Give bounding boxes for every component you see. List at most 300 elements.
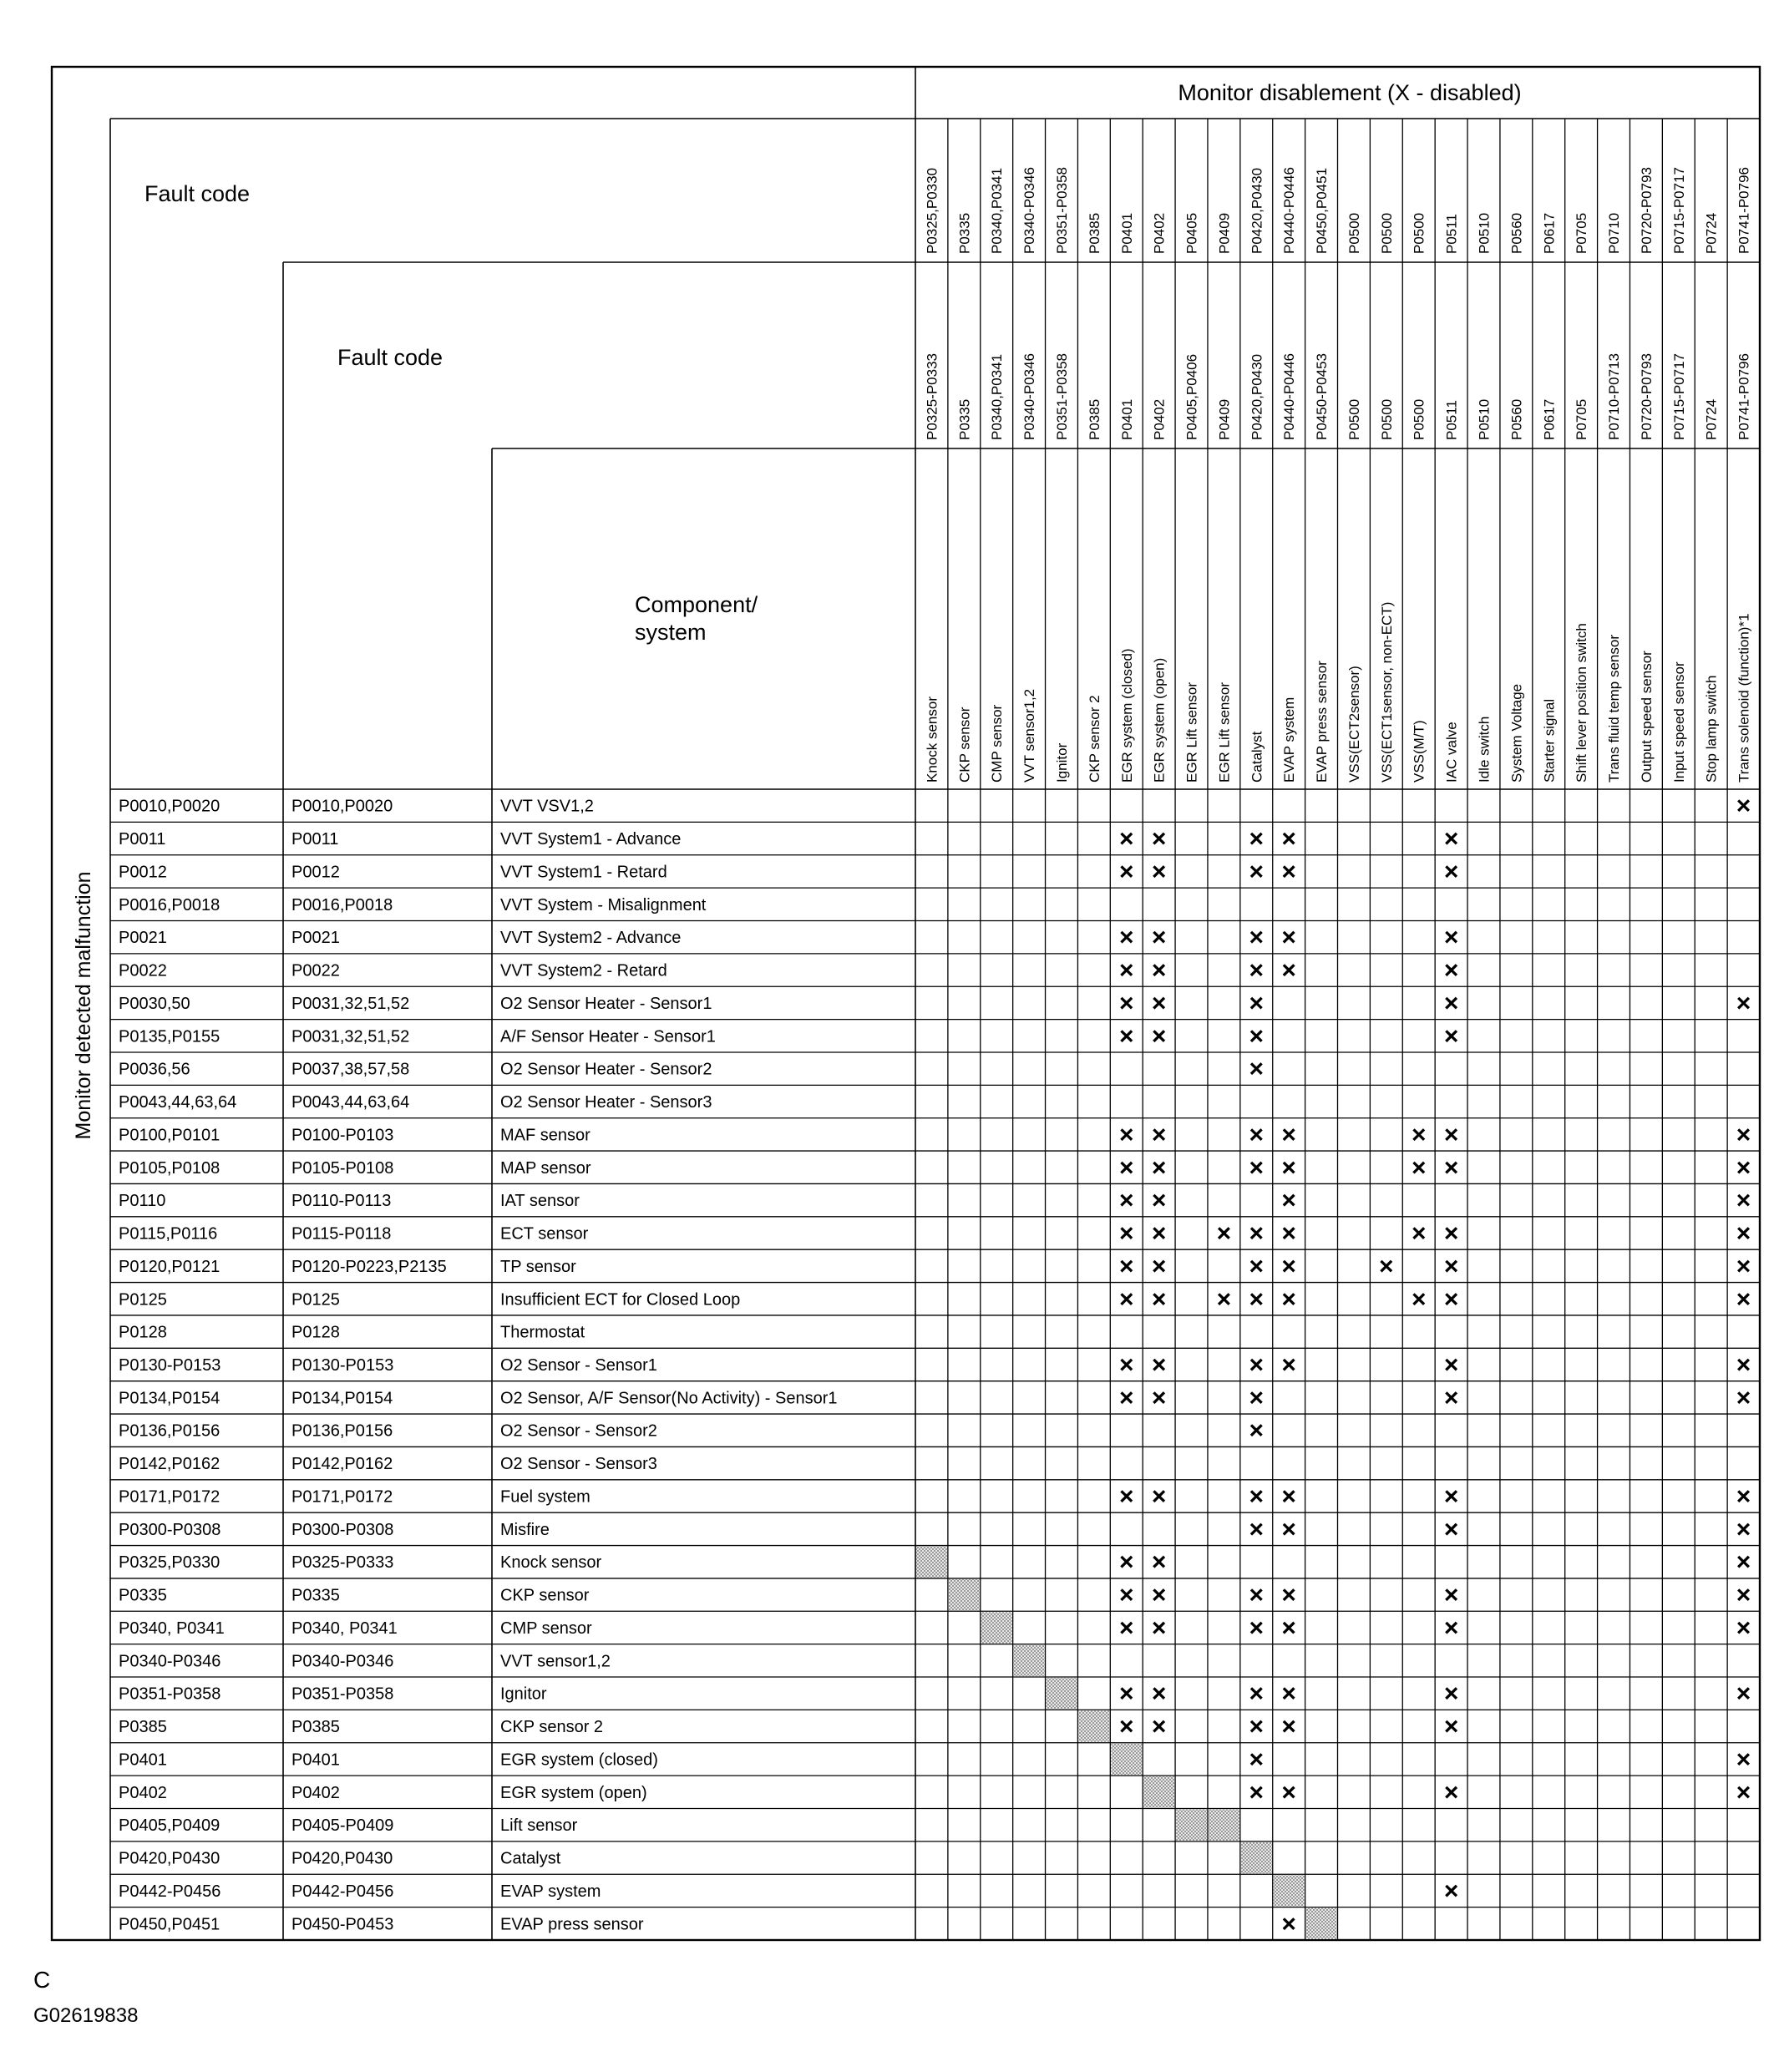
row-component-system: CMP sensor <box>500 1619 592 1638</box>
disabled-mark: × <box>1736 1285 1751 1314</box>
row-fault-code-1: P0100,P0101 <box>119 1126 220 1145</box>
table-row <box>119 1784 647 1802</box>
table-row <box>119 1389 838 1407</box>
row-fault-code-1: P0011 <box>119 830 166 849</box>
column-code-1: P0560 <box>1508 212 1525 254</box>
disabled-mark: × <box>1736 1219 1751 1248</box>
disabled-mark: × <box>1736 1252 1751 1280</box>
disabled-mark: × <box>1281 1778 1296 1806</box>
column-code-1: P0409 <box>1216 212 1233 254</box>
disabled-mark: × <box>1443 1384 1459 1412</box>
disabled-mark: × <box>1281 1482 1296 1511</box>
disabled-mark: × <box>1249 1581 1265 1609</box>
column-system-name: VVT sensor1,2 <box>1021 688 1038 783</box>
hatched-cell <box>1209 1810 1239 1841</box>
row-fault-code-2: P0405-P0409 <box>291 1816 394 1836</box>
row-fault-code-1: P0401 <box>119 1750 167 1770</box>
disabled-mark: × <box>1443 1219 1459 1248</box>
row-fault-code-2: P0125 <box>291 1290 340 1310</box>
row-component-system: TP sensor <box>500 1257 576 1276</box>
row-component-system: Ignitor <box>500 1684 547 1704</box>
row-component-system: Catalyst <box>500 1849 561 1868</box>
disabled-mark: × <box>1281 1121 1296 1149</box>
disabled-mark: × <box>1736 1384 1751 1412</box>
column-code-2: P0351-P0358 <box>1053 353 1070 440</box>
hatched-cell <box>1078 1710 1109 1741</box>
disabled-mark: × <box>1249 1384 1265 1412</box>
row-component-system: Thermostat <box>500 1323 585 1342</box>
row-component-system: EGR system (closed) <box>500 1750 658 1770</box>
table-row <box>119 1422 657 1441</box>
disabled-mark: × <box>1249 956 1265 985</box>
row-fault-code-2: P0340, P0341 <box>291 1619 398 1638</box>
table-row <box>119 896 707 914</box>
row-fault-code-1: P0340-P0346 <box>119 1652 221 1671</box>
row-component-system: EGR system (open) <box>500 1783 647 1802</box>
disabled-mark: × <box>1118 956 1134 985</box>
disabled-mark: × <box>1118 1022 1134 1051</box>
table-row <box>119 1093 712 1112</box>
disabled-mark: × <box>1281 1187 1296 1215</box>
disabled-mark: × <box>1736 1153 1751 1182</box>
disabled-mark: × <box>1216 1285 1232 1314</box>
row-component-system: ECT sensor <box>500 1224 589 1244</box>
disabled-mark: × <box>1151 1351 1167 1379</box>
table-row <box>119 1225 589 1244</box>
column-system-name: Input speed sensor <box>1670 661 1687 783</box>
column-code-2: P0385 <box>1086 398 1102 440</box>
column-system-name: IAC valve <box>1443 722 1460 783</box>
column-code-2: P0710-P0713 <box>1606 353 1623 440</box>
disabled-mark: × <box>1249 1482 1265 1511</box>
disabled-mark: × <box>1736 1187 1751 1215</box>
row-fault-code-1: P0010,P0020 <box>119 797 220 816</box>
disabled-mark: × <box>1281 825 1296 854</box>
column-system-name: VSS(M/T) <box>1411 720 1427 783</box>
column-system-name: VSS(ECT2sensor) <box>1346 666 1362 783</box>
disabled-mark: × <box>1736 1515 1751 1543</box>
disabled-mark: × <box>1281 1581 1296 1609</box>
disabled-mark: × <box>1249 1745 1265 1774</box>
disabled-mark: × <box>1216 1219 1232 1248</box>
column-system-name: Starter signal <box>1541 698 1558 783</box>
column-code-2: P0340-P0346 <box>1021 353 1038 440</box>
disabled-mark: × <box>1151 1285 1167 1314</box>
disabled-mark: × <box>1151 1548 1167 1577</box>
disabled-mark: × <box>1281 1219 1296 1248</box>
hatched-cell <box>1014 1645 1045 1676</box>
row-component-system: O2 Sensor - Sensor3 <box>500 1455 657 1474</box>
row-fault-code-1: P0351-P0358 <box>119 1684 221 1704</box>
table-row <box>119 1290 740 1309</box>
figure-id: G02619838 <box>33 2004 139 2027</box>
row-fault-code-1: P0300-P0308 <box>119 1520 221 1539</box>
row-fault-code-1: P0134,P0154 <box>119 1389 220 1408</box>
disabled-mark: × <box>1118 1252 1134 1280</box>
disabled-mark: × <box>1411 1219 1427 1248</box>
row-fault-code-2: P0021 <box>291 929 340 948</box>
disabled-mark: × <box>1118 1482 1134 1511</box>
disabled-mark: × <box>1249 1022 1265 1051</box>
row-component-system: VVT System1 - Retard <box>500 863 667 882</box>
row-fault-code-2: P0037,38,57,58 <box>291 1060 410 1079</box>
table-row <box>119 962 667 980</box>
disabled-mark: × <box>1249 1121 1265 1149</box>
disabled-mark: × <box>1736 1121 1751 1149</box>
row-fault-code-1: P0442-P0456 <box>119 1882 221 1901</box>
disabled-mark: × <box>1736 1745 1751 1774</box>
column-system-name: Trans solenoid (function)*1 <box>1736 613 1752 783</box>
table-row <box>119 1619 592 1638</box>
row-component-system: O2 Sensor, A/F Sensor(No Activity) - Sensor1 <box>500 1389 838 1408</box>
disabled-mark: × <box>1151 825 1167 854</box>
table-row <box>119 1521 550 1539</box>
column-code-2: P0500 <box>1378 398 1395 440</box>
disabled-mark: × <box>1249 1252 1265 1280</box>
column-code-2: P0510 <box>1476 398 1493 440</box>
disabled-mark: × <box>1443 956 1459 985</box>
disabled-mark: × <box>1151 1252 1167 1280</box>
column-code-2: P0720-P0793 <box>1638 353 1655 440</box>
row-fault-code-2: P0010,P0020 <box>291 797 393 816</box>
disabled-mark: × <box>1736 1351 1751 1379</box>
row-component-system: Fuel system <box>500 1487 590 1507</box>
row-fault-code-1: P0142,P0162 <box>119 1455 220 1474</box>
row-component-system: MAP sensor <box>500 1158 591 1178</box>
hatched-cell <box>1241 1842 1272 1873</box>
row-fault-code-1: P0021 <box>119 929 167 948</box>
column-code-1: P0710 <box>1606 212 1623 254</box>
disabled-mark: × <box>1118 825 1134 854</box>
table-row <box>119 1126 590 1144</box>
disabled-mark: × <box>1151 1022 1167 1051</box>
column-code-1: P0325,P0330 <box>924 167 940 254</box>
column-system-name: Shift lever position switch <box>1574 623 1590 783</box>
component-heading-line2: system <box>635 620 707 645</box>
row-fault-code-1: P0110 <box>119 1192 166 1211</box>
column-code-1: P0340,P0341 <box>989 167 1006 254</box>
disabled-mark: × <box>1281 1515 1296 1543</box>
disabled-mark: × <box>1249 1778 1265 1806</box>
disabled-mark: × <box>1118 1351 1134 1379</box>
hatched-cell <box>1111 1744 1142 1775</box>
disabled-mark: × <box>1249 1614 1265 1642</box>
column-system-name: Trans fluid temp sensor <box>1606 635 1623 783</box>
disabled-mark: × <box>1249 1515 1265 1543</box>
table-row <box>119 1356 657 1375</box>
disabled-mark: × <box>1736 1679 1751 1708</box>
component-heading-line1: Component/ <box>635 592 758 617</box>
column-code-1: P0511 <box>1443 214 1460 254</box>
disabled-mark: × <box>1281 1614 1296 1642</box>
row-fault-code-1: P0115,P0116 <box>119 1224 218 1244</box>
disabled-mark: × <box>1443 1515 1459 1543</box>
row-component-system: O2 Sensor - Sensor2 <box>500 1421 657 1441</box>
row-fault-code-2: P0450-P0453 <box>291 1915 394 1934</box>
disabled-mark: × <box>1249 1351 1265 1379</box>
row-component-system: IAT sensor <box>500 1192 580 1211</box>
column-code-1: P0510 <box>1476 212 1493 254</box>
row-fault-code-1: P0128 <box>119 1323 167 1342</box>
column-code-2: P0500 <box>1411 398 1427 440</box>
column-system-name: EVAP system <box>1281 697 1298 783</box>
table-row <box>119 1652 611 1670</box>
table-row <box>119 1192 580 1210</box>
table-row <box>119 995 712 1013</box>
row-fault-code-2: P0031,32,51,52 <box>291 1027 410 1046</box>
table-row <box>119 1915 644 1933</box>
table-row <box>119 1685 547 1704</box>
row-fault-code-2: P0011 <box>291 830 339 849</box>
disabled-mark: × <box>1151 956 1167 985</box>
disabled-mark: × <box>1151 1121 1167 1149</box>
disabled-mark: × <box>1249 1416 1265 1445</box>
table-row <box>119 1587 590 1605</box>
column-code-1: P0335 <box>956 212 973 254</box>
disabled-mark: × <box>1249 1055 1265 1083</box>
column-code-1: P0405 <box>1184 212 1200 254</box>
disabled-mark: × <box>1736 1581 1751 1609</box>
table-row <box>119 929 681 947</box>
hatched-cell <box>1143 1776 1174 1807</box>
disabled-mark: × <box>1443 1679 1459 1708</box>
disabled-mark: × <box>1443 858 1459 886</box>
column-code-2: P0724 <box>1703 398 1720 440</box>
disabled-mark: × <box>1118 1187 1134 1215</box>
row-fault-code-2: P0300-P0308 <box>291 1520 394 1539</box>
column-code-1: P0741-P0796 <box>1736 167 1752 254</box>
row-component-system: VVT System2 - Advance <box>500 929 682 948</box>
disabled-mark: × <box>1443 1022 1459 1051</box>
row-component-system: VVT sensor1,2 <box>500 1652 611 1671</box>
disabled-mark: × <box>1151 1187 1167 1215</box>
disabled-mark: × <box>1249 1219 1265 1248</box>
disabled-mark: × <box>1118 1285 1134 1314</box>
footer-letter: C <box>33 1967 51 1993</box>
row-fault-code-2: P0134,P0154 <box>291 1389 393 1408</box>
row-fault-code-1: P0335 <box>119 1586 167 1605</box>
table-row <box>119 1850 561 1868</box>
hatched-cell <box>981 1612 1012 1643</box>
row-component-system: Lift sensor <box>500 1816 578 1836</box>
disabled-mark: × <box>1151 1713 1167 1741</box>
hatched-cell <box>916 1547 947 1578</box>
column-code-2: P0402 <box>1151 398 1168 440</box>
disabled-mark: × <box>1249 924 1265 952</box>
table-row <box>119 1750 658 1769</box>
row-fault-code-1: P0402 <box>119 1783 167 1802</box>
side-label-monitor-detected-malfunction: Monitor detected malfunction <box>72 871 95 1140</box>
table-row <box>119 830 681 849</box>
disabled-mark: × <box>1151 1679 1167 1708</box>
column-system-name: VSS(ECT1sensor, non-ECT) <box>1378 601 1395 783</box>
column-code-1: P0617 <box>1541 212 1558 254</box>
disabled-mark: × <box>1281 1153 1296 1182</box>
hatched-cell <box>949 1579 980 1610</box>
disabled-mark: × <box>1411 1285 1427 1314</box>
column-system-name: EGR Lift sensor <box>1184 682 1200 783</box>
column-code-2: P0705 <box>1574 398 1590 440</box>
column-code-2: P0409 <box>1216 398 1233 440</box>
disabled-mark: × <box>1118 1219 1134 1248</box>
row-fault-code-1: P0012 <box>119 863 167 882</box>
table-row <box>119 1882 601 1901</box>
disabled-mark: × <box>1281 956 1296 985</box>
disabled-mark: × <box>1443 924 1459 952</box>
row-fault-code-2: P0142,P0162 <box>291 1455 393 1474</box>
row-component-system: VVT VSV1,2 <box>500 797 594 816</box>
row-component-system: Insufficient ECT for Closed Loop <box>500 1290 741 1310</box>
column-code-1: P0385 <box>1086 212 1102 254</box>
row-fault-code-2: P0043,44,63,64 <box>291 1093 410 1112</box>
row-fault-code-1: P0105,P0108 <box>119 1158 220 1178</box>
disabled-mark: × <box>1411 1153 1427 1182</box>
row-fault-code-1: P0136,P0156 <box>119 1421 220 1441</box>
column-code-1: P0500 <box>1411 212 1427 254</box>
row-fault-code-2: P0105-P0108 <box>291 1158 394 1178</box>
column-code-1: P0351-P0358 <box>1053 167 1070 254</box>
column-system-name: EGR Lift sensor <box>1216 682 1233 783</box>
disabled-mark: × <box>1443 1351 1459 1379</box>
column-code-1: P0402 <box>1151 212 1168 254</box>
column-code-1: P0450,P0451 <box>1314 167 1330 254</box>
disabled-mark: × <box>1118 1121 1134 1149</box>
table-row <box>119 863 667 881</box>
row-fault-code-1: P0125 <box>119 1290 167 1310</box>
disabled-mark: × <box>1443 1778 1459 1806</box>
disabled-mark: × <box>1443 1121 1459 1149</box>
disabled-mark: × <box>1443 825 1459 854</box>
row-component-system: CKP sensor <box>500 1586 590 1605</box>
row-fault-code-2: P0402 <box>291 1783 340 1802</box>
column-code-1: P0715-P0717 <box>1670 167 1687 254</box>
row-fault-code-2: P0128 <box>291 1323 340 1342</box>
row-fault-code-2: P0442-P0456 <box>291 1882 394 1901</box>
disabled-mark: × <box>1118 924 1134 952</box>
column-system-name: CKP sensor <box>956 707 973 783</box>
disabled-mark: × <box>1151 924 1167 952</box>
disabled-mark: × <box>1151 989 1167 1017</box>
table-row <box>119 1324 585 1342</box>
row-fault-code-1: P0022 <box>119 961 167 980</box>
disabled-mark: × <box>1379 1252 1394 1280</box>
row-fault-code-1: P0135,P0155 <box>119 1027 220 1046</box>
row-fault-code-1: P0171,P0172 <box>119 1487 220 1507</box>
column-code-2: P0617 <box>1541 398 1558 440</box>
column-system-name: EGR system (closed) <box>1118 648 1135 783</box>
disabled-mark: × <box>1736 792 1751 820</box>
column-code-2: P0340,P0341 <box>989 353 1006 440</box>
row-fault-code-1: P0405,P0409 <box>119 1816 220 1836</box>
row-component-system: MAF sensor <box>500 1126 590 1145</box>
disabled-mark: × <box>1281 858 1296 886</box>
row-fault-code-2: P0401 <box>291 1750 340 1770</box>
row-component-system: O2 Sensor Heater - Sensor3 <box>500 1093 712 1112</box>
column-system-name: Output speed sensor <box>1638 651 1655 783</box>
disabled-mark: × <box>1151 1581 1167 1609</box>
column-code-2: P0715-P0717 <box>1670 353 1687 440</box>
row-component-system: O2 Sensor - Sensor1 <box>500 1356 657 1375</box>
table-row <box>119 1553 602 1572</box>
fault-code-heading-2: Fault code <box>337 345 443 370</box>
row-fault-code-2: P0340-P0346 <box>291 1652 394 1671</box>
row-component-system: O2 Sensor Heater - Sensor1 <box>500 994 712 1013</box>
column-code-2: P0560 <box>1508 398 1525 440</box>
disabled-mark: × <box>1281 924 1296 952</box>
disabled-mark: × <box>1736 1778 1751 1806</box>
disabled-mark: × <box>1118 1384 1134 1412</box>
column-code-1: P0705 <box>1574 212 1590 254</box>
table-row <box>119 1061 712 1079</box>
column-system-name: Catalyst <box>1249 731 1265 783</box>
disabled-mark: × <box>1249 1153 1265 1182</box>
row-fault-code-2: P0420,P0430 <box>291 1849 393 1868</box>
row-component-system: VVT System1 - Advance <box>500 830 682 849</box>
disabled-mark: × <box>1281 1252 1296 1280</box>
disabled-mark: × <box>1736 1614 1751 1642</box>
disabled-mark: × <box>1736 1482 1751 1511</box>
disabled-mark: × <box>1443 1252 1459 1280</box>
disabled-mark: × <box>1443 1153 1459 1182</box>
disabled-mark: × <box>1443 1877 1459 1905</box>
row-fault-code-2: P0100-P0103 <box>291 1126 394 1145</box>
disabled-mark: × <box>1151 1153 1167 1182</box>
row-component-system: EVAP system <box>500 1882 601 1901</box>
disabled-mark: × <box>1281 1679 1296 1708</box>
hatched-cell <box>1176 1810 1207 1841</box>
row-fault-code-1: P0340, P0341 <box>119 1619 225 1638</box>
fault-code-heading-1: Fault code <box>144 181 251 206</box>
column-code-2: P0401 <box>1118 398 1135 440</box>
table-row <box>119 1455 657 1473</box>
row-component-system: CKP sensor 2 <box>500 1718 604 1737</box>
table-row <box>119 1487 590 1506</box>
row-fault-code-1: P0420,P0430 <box>119 1849 220 1868</box>
disabled-mark: × <box>1281 1910 1296 1938</box>
column-system-name: Idle switch <box>1476 716 1493 783</box>
disabled-mark: × <box>1118 858 1134 886</box>
row-fault-code-1: P0043,44,63,64 <box>119 1093 237 1112</box>
table-row <box>119 1718 603 1736</box>
column-system-name: Knock sensor <box>924 697 940 783</box>
table-row <box>119 1258 576 1276</box>
row-component-system: O2 Sensor Heater - Sensor2 <box>500 1060 712 1079</box>
row-fault-code-2: P0130-P0153 <box>291 1356 394 1375</box>
hatched-cell <box>1274 1875 1305 1906</box>
disabled-mark: × <box>1151 1614 1167 1642</box>
hatched-cell <box>1306 1908 1337 1939</box>
row-fault-code-1: P0130-P0153 <box>119 1356 221 1375</box>
table-row <box>119 798 594 816</box>
row-fault-code-1: P0450,P0451 <box>119 1915 220 1934</box>
disabled-mark: × <box>1281 1351 1296 1379</box>
column-code-2: P0741-P0796 <box>1736 353 1752 440</box>
column-code-2: P0335 <box>956 398 973 440</box>
row-fault-code-2: P0022 <box>291 961 340 980</box>
row-component-system: Knock sensor <box>500 1553 602 1573</box>
column-system-name: Ignitor <box>1053 742 1070 783</box>
column-system-name: CMP sensor <box>989 704 1006 783</box>
column-system-name: EVAP press sensor <box>1314 661 1330 783</box>
row-fault-code-2: P0120-P0223,P2135 <box>291 1257 447 1276</box>
row-component-system: VVT System - Misalignment <box>500 895 707 914</box>
row-component-system: Misfire <box>500 1520 550 1539</box>
row-fault-code-2: P0031,32,51,52 <box>291 994 410 1013</box>
disabled-mark: × <box>1151 1219 1167 1248</box>
disabled-mark: × <box>1118 1679 1134 1708</box>
row-fault-code-2: P0325-P0333 <box>291 1553 394 1573</box>
column-code-2: P0420,P0430 <box>1249 353 1265 440</box>
